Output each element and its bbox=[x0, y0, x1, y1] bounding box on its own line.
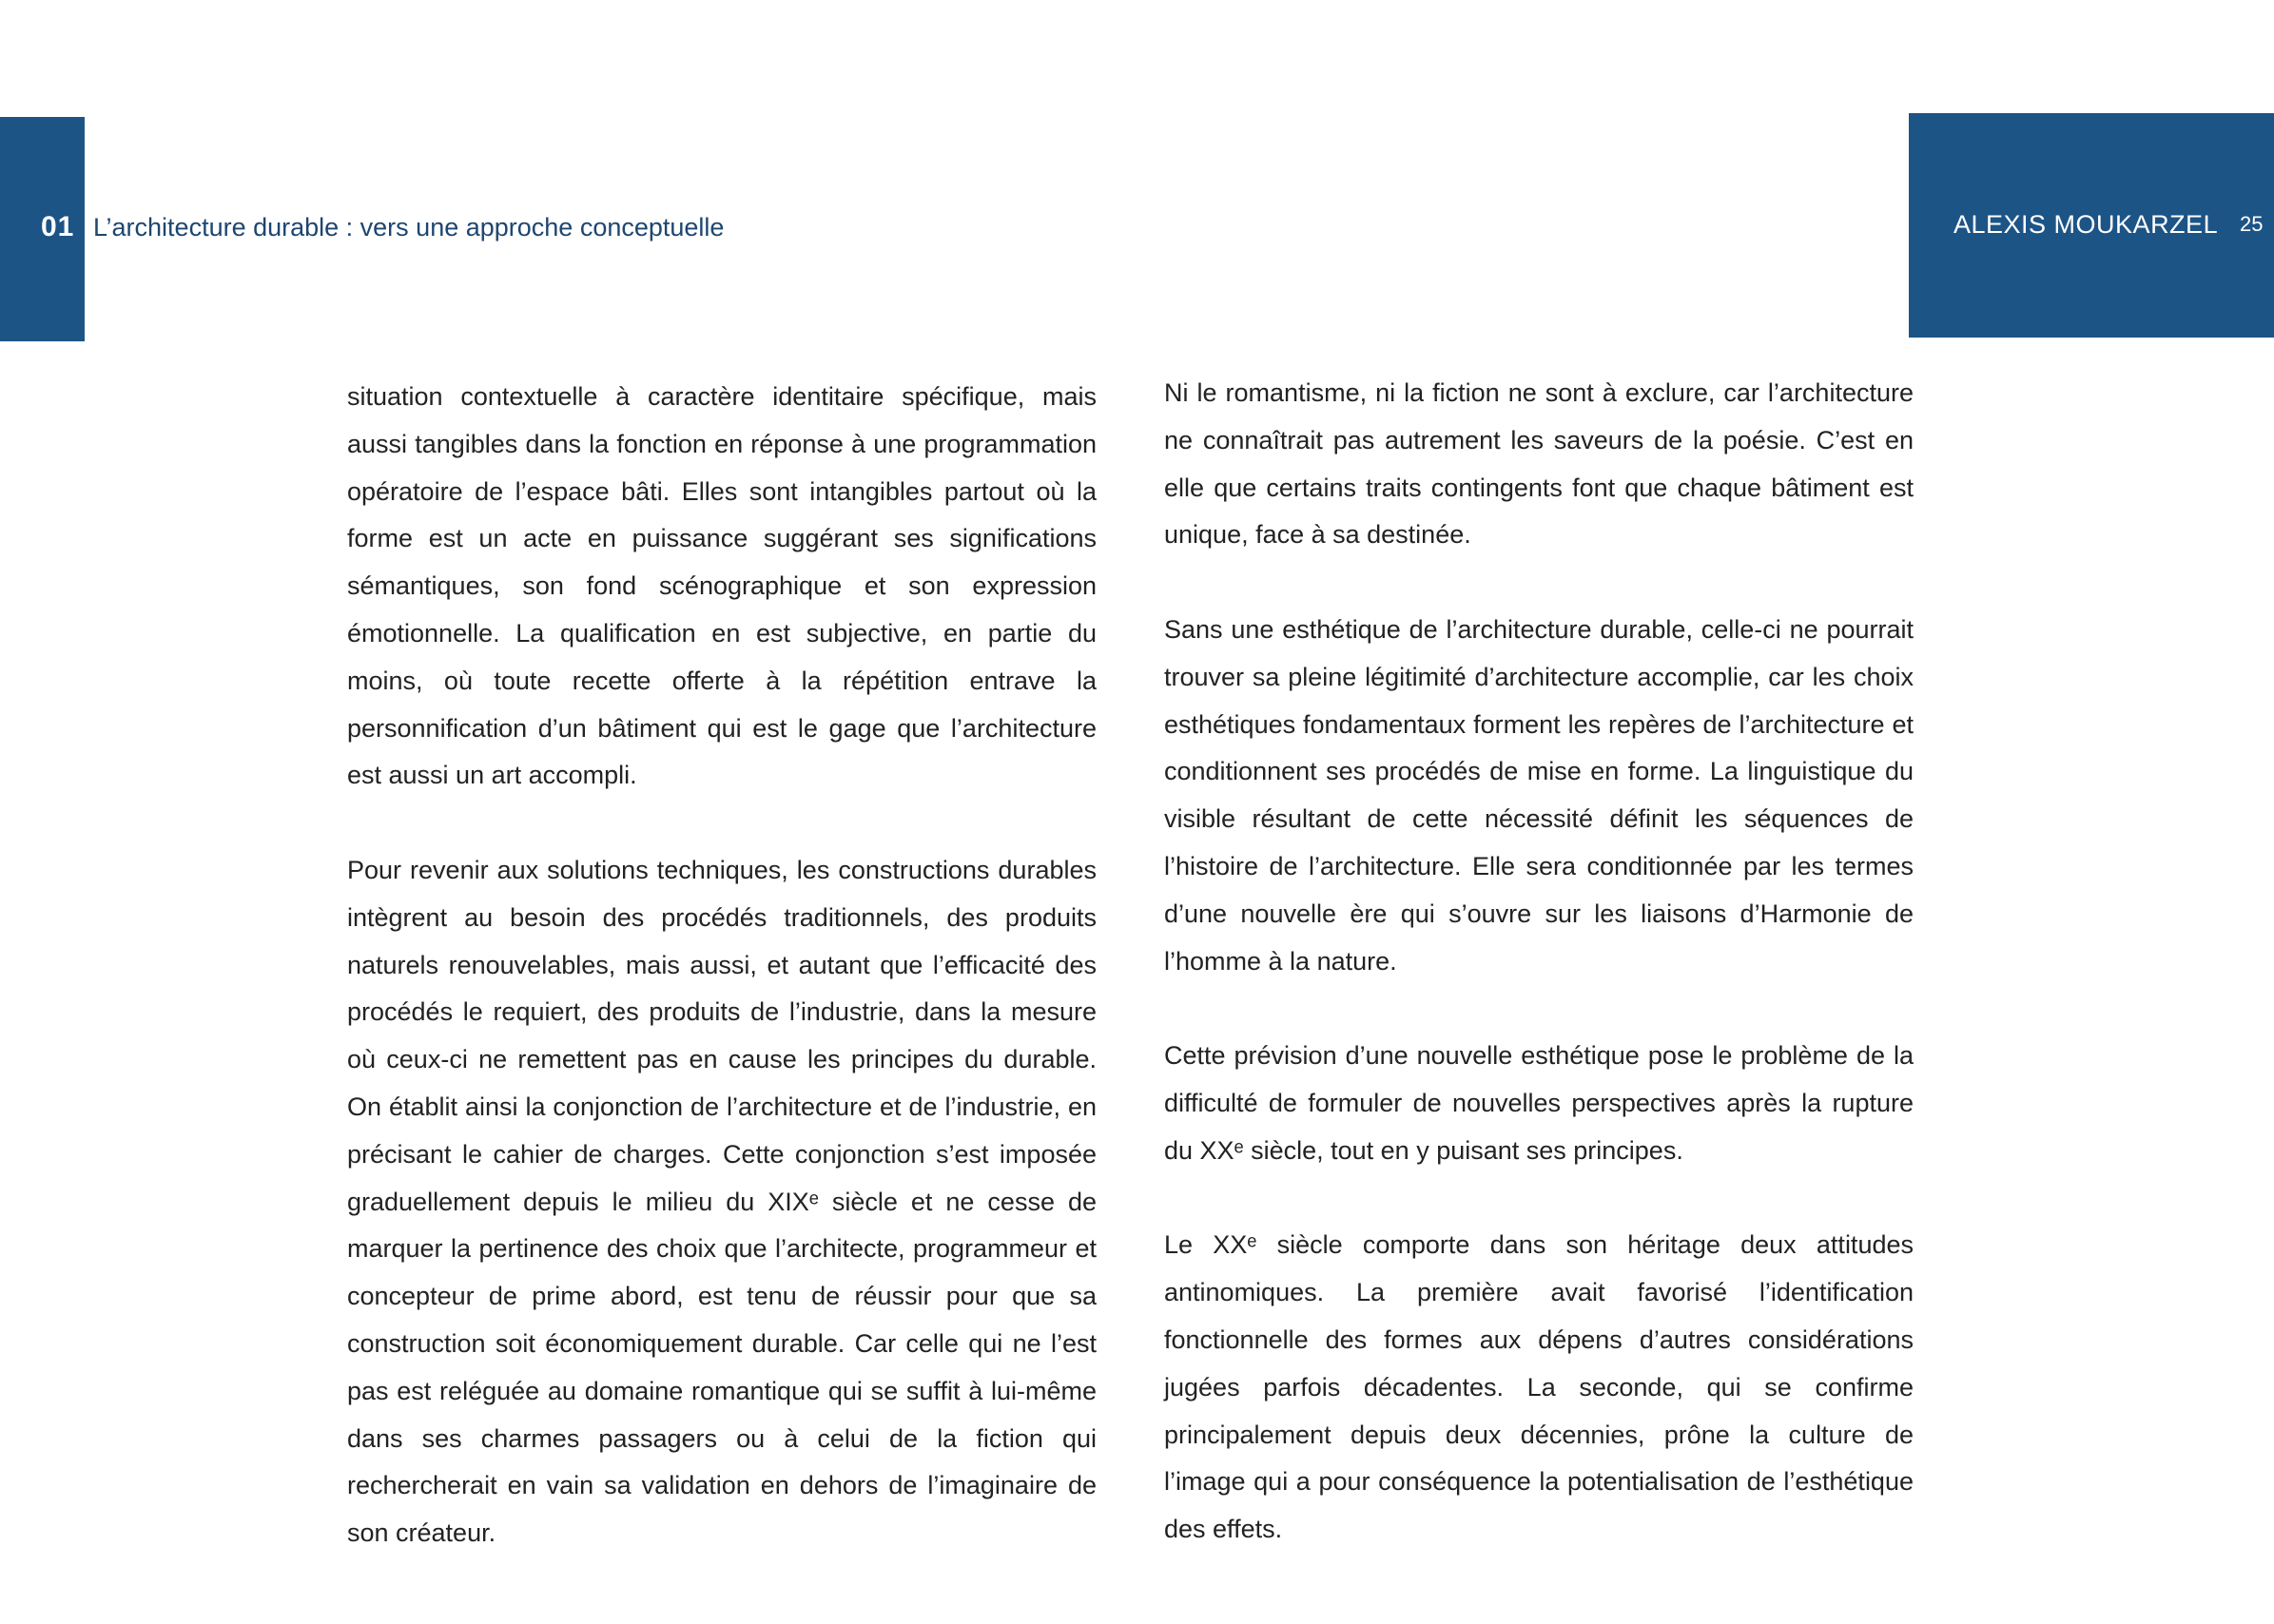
paragraph: situation contextuelle à caractère identitaire spécifique, mais aussi tangibles dans la fonction en réponse à une programmation opératoire de l’espace bâti. Elles sont intangibles partout où la forme est un acte en puissance suggérant ses significations sémantiques, son fond scénographique et son expression émotionnelle. La qualification en est subjective, en partie du moins, où toute recette offerte à la répétition entrave la personnification d’un bâtiment qui est le gage que l’architecture est aussi un art accompli. bbox=[347, 382, 1097, 790]
paragraph: Le XXᵉ siècle comporte dans son héritage deux attitudes antinomiques. La première avait favorisé l’identification fonctionnelle des formes aux dépens d’autres considérations jugées parfois décadentes. La seconde, qui se confirme principalement depuis deux décennies, prône la culture de l’image qui a pour conséquence la potentialisation de l’esthétique des effets. bbox=[1164, 1230, 1914, 1544]
left-text-column bbox=[347, 374, 1097, 1557]
chapter-number: 01 bbox=[41, 211, 75, 242]
chapter-title: L’architecture durable : vers une approche conceptuelle bbox=[93, 213, 725, 242]
author-name: ALEXIS MOUKARZEL bbox=[1953, 210, 2219, 239]
paragraph: Cette prévision d’une nouvelle esthétique pose le problème de la difficulté de formuler de nouvelles perspectives après la rupture du XXᵉ siècle, tout en y puisant ses principes. bbox=[1164, 1041, 1914, 1165]
paragraph: Ni le romantisme, ni la fiction ne sont à exclure, car l’architecture ne connaîtrait pas autrement les saveurs de la poésie. C’est en elle que certains traits contingents font que chaque bâtiment est unique, face à sa destinée. bbox=[1164, 378, 1914, 550]
paragraph: Sans une esthétique de l’architecture durable, celle-ci ne pourrait trouver sa pleine légitimité d’architecture accomplie, car les choix esthétiques fondamentaux forment les repères de l’architecture et conditionnent ses procédés de mise en forme. La linguistique du visible résultant de cette nécessité définit les séquences de l’histoire de l’architecture. Elle sera conditionnée par les termes d’une nouvelle ère qui s’ouvre sur les liaisons d’Harmonie de l’homme à la nature. bbox=[1164, 614, 1914, 976]
page-number: 25 bbox=[2240, 212, 2264, 236]
right-text-column bbox=[1164, 370, 1914, 1554]
paragraph: Pour revenir aux solutions techniques, les constructions durables intègrent au besoin des procédés traditionnels, des produits naturels renouvelables, mais aussi, et autant que l’efficacité des procédés le requiert, des produits de l’industrie, dans la mesure où ceux-ci ne remettent pas en cause les principes du durable. On établit ainsi la conjonction de l’architecture et de l’industrie, en précisant le cahier de charges. Cette conjonction s’est imposée graduellement depuis le milieu du XIXᵉ siècle et ne cesse de marquer la pertinence des choix que l’architecte, programmeur et concepteur de prime abord, est tenu de réussir pour que sa construction soit économiquement durable. Car celle qui ne l’est pas est reléguée au domaine romantique qui se suffit à lui-même dans ses charmes passagers ou à celui de la fiction qui rechercherait en vain sa validation en dehors de l’imaginaire de son créateur. bbox=[347, 855, 1097, 1548]
